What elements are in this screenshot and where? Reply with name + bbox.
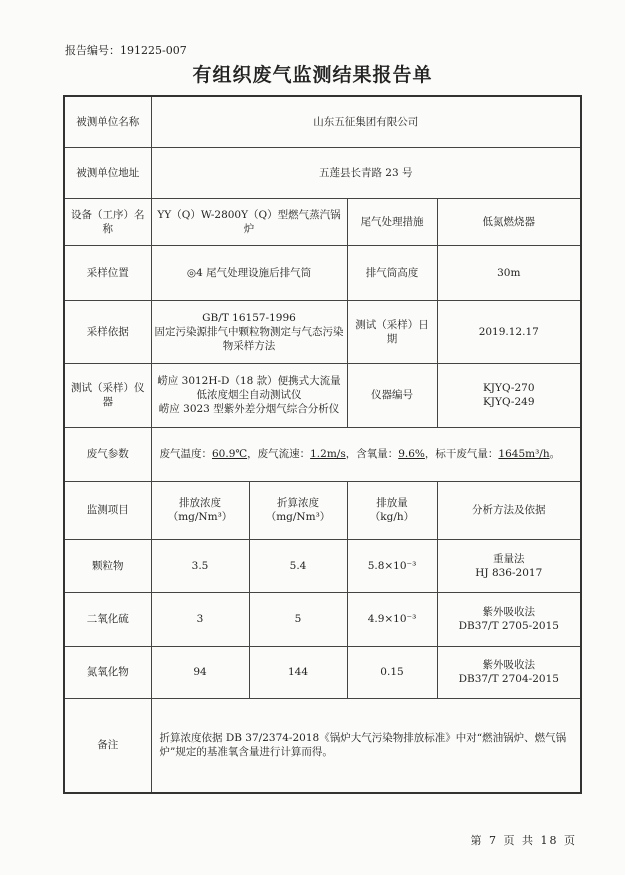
header-rate-label: 排放量 (376, 497, 408, 509)
instrument-label: 测试（采样）仪器 (64, 363, 151, 427)
item-method-name: 紫外吸收法 (482, 659, 535, 671)
basis-description: 固定污染源排气中颗粒物测定与气态污染物采样方法 (154, 325, 344, 352)
row-unit-address (64, 147, 581, 198)
gas-flow-label: ，废气流速： (247, 448, 311, 460)
std-flow-label: ，标干废气量： (424, 448, 499, 460)
item-name: 二氧化硫 (64, 592, 151, 646)
item-converted: 144 (249, 646, 347, 698)
header-emission (151, 481, 249, 539)
unit-address-label: 被测单位地址 (64, 147, 151, 198)
unit-name-label: 被测单位名称 (64, 96, 151, 147)
instrument-1: 崂应 3012H-D（18 款）便携式大流量低浓度烟尘自动测试仪 (157, 375, 341, 401)
header-item: 监测项目 (64, 481, 151, 539)
item-method-name: 紫外吸收法 (482, 606, 535, 618)
basis-value (151, 300, 347, 363)
instrument-value (151, 363, 347, 427)
item-converted: 5.4 (249, 539, 347, 592)
height-value: 30m (437, 245, 581, 300)
item-method (437, 539, 581, 592)
gas-params-label: 废气参数 (64, 427, 151, 481)
item-method-name: 重量法 (493, 552, 525, 565)
row-equipment (64, 198, 581, 245)
header-rate (347, 481, 437, 539)
basis-standard: GB/T 16157-1996 (202, 311, 296, 324)
oxygen-value: 9.6% (398, 448, 425, 460)
item-method-standard: DB37/T 2705-2015 (458, 620, 559, 632)
row-gas-params (64, 427, 581, 481)
item-rate: 4.9×10⁻³ (347, 592, 437, 646)
instrument-no-label: 仪器编号 (347, 363, 437, 427)
page-title: 有组织废气监测结果报告单 (192, 64, 433, 86)
item-emission: 94 (151, 646, 249, 698)
item-name: 氮氧化物 (64, 646, 151, 698)
item-emission: 3.5 (151, 539, 249, 592)
gas-flow-value: 1.2m/s (310, 448, 346, 460)
equipment-value: YY（Q）W-2800Y（Q）型燃气蒸汽锅炉 (151, 198, 347, 245)
remarks-text: 折算浓度依据 DB 37/2374-2018《锅炉大气污染物排放标准》中对“燃油锅炉、燃气锅炉”规定的基准氧含量进行计算而得。 (151, 698, 581, 793)
date-value: 2019.12.17 (437, 300, 581, 363)
header-method: 分析方法及依据 (437, 481, 581, 539)
unit-address-value: 五莲县长青路 23 号 (151, 147, 581, 198)
unit-name-value: 山东五征集团有限公司 (151, 96, 581, 147)
item-method-standard: HJ 836-2017 (475, 566, 543, 579)
header-emission-unit: （mg/Nm³） (167, 511, 233, 523)
item-name: 颗粒物 (64, 539, 151, 592)
std-flow-suffix: 。 (549, 448, 561, 460)
row-instruments (64, 363, 581, 427)
table-row (64, 646, 581, 698)
gas-temp-label: 废气温度： (159, 448, 212, 460)
item-converted: 5 (249, 592, 347, 646)
std-flow-value: 1645m³/h (498, 448, 550, 460)
table-row (64, 592, 581, 646)
instrument-no-2: KJYQ-249 (482, 396, 535, 408)
table-row (64, 539, 581, 592)
gas-params-value (151, 427, 581, 481)
height-label: 排气筒高度 (347, 245, 437, 300)
report-number: 报告编号：191225-007 (65, 44, 187, 57)
header-converted (249, 481, 347, 539)
row-sampling-location (64, 245, 581, 300)
instrument-2: 崂应 3023 型紫外差分烟气综合分析仪 (158, 403, 340, 415)
report-table (63, 95, 582, 794)
item-emission: 3 (151, 592, 249, 646)
header-converted-label: 折算浓度 (277, 497, 319, 509)
gas-temp-value: 60.9℃ (212, 448, 248, 460)
equipment-label: 设备（工序）名称 (64, 198, 151, 245)
remarks-label: 备注 (64, 698, 151, 793)
row-sampling-basis (64, 300, 581, 363)
row-remarks (64, 698, 581, 793)
instrument-no-value (437, 363, 581, 427)
item-method (437, 592, 581, 646)
header-rate-unit: （kg/h） (369, 511, 415, 523)
page-number: 第 7 页 共 18 页 (470, 834, 577, 847)
treatment-label: 尾气处理措施 (347, 198, 437, 245)
item-method (437, 646, 581, 698)
treatment-value: 低氮燃烧器 (437, 198, 581, 245)
header-emission-label: 排放浓度 (179, 497, 221, 509)
date-label: 测试（采样）日期 (347, 300, 437, 363)
item-rate: 5.8×10⁻³ (347, 539, 437, 592)
row-monitoring-header (64, 481, 581, 539)
basis-label: 采样依据 (64, 300, 151, 363)
location-label: 采样位置 (64, 245, 151, 300)
item-method-standard: DB37/T 2704-2015 (458, 673, 559, 685)
location-value: ◎4 尾气处理设施后排气筒 (151, 245, 347, 300)
header-converted-unit: （mg/Nm³） (265, 511, 331, 523)
row-unit-name (64, 96, 581, 147)
instrument-no-1: KJYQ-270 (482, 382, 535, 394)
oxygen-label: ，含氧量： (345, 448, 399, 460)
item-rate: 0.15 (347, 646, 437, 698)
